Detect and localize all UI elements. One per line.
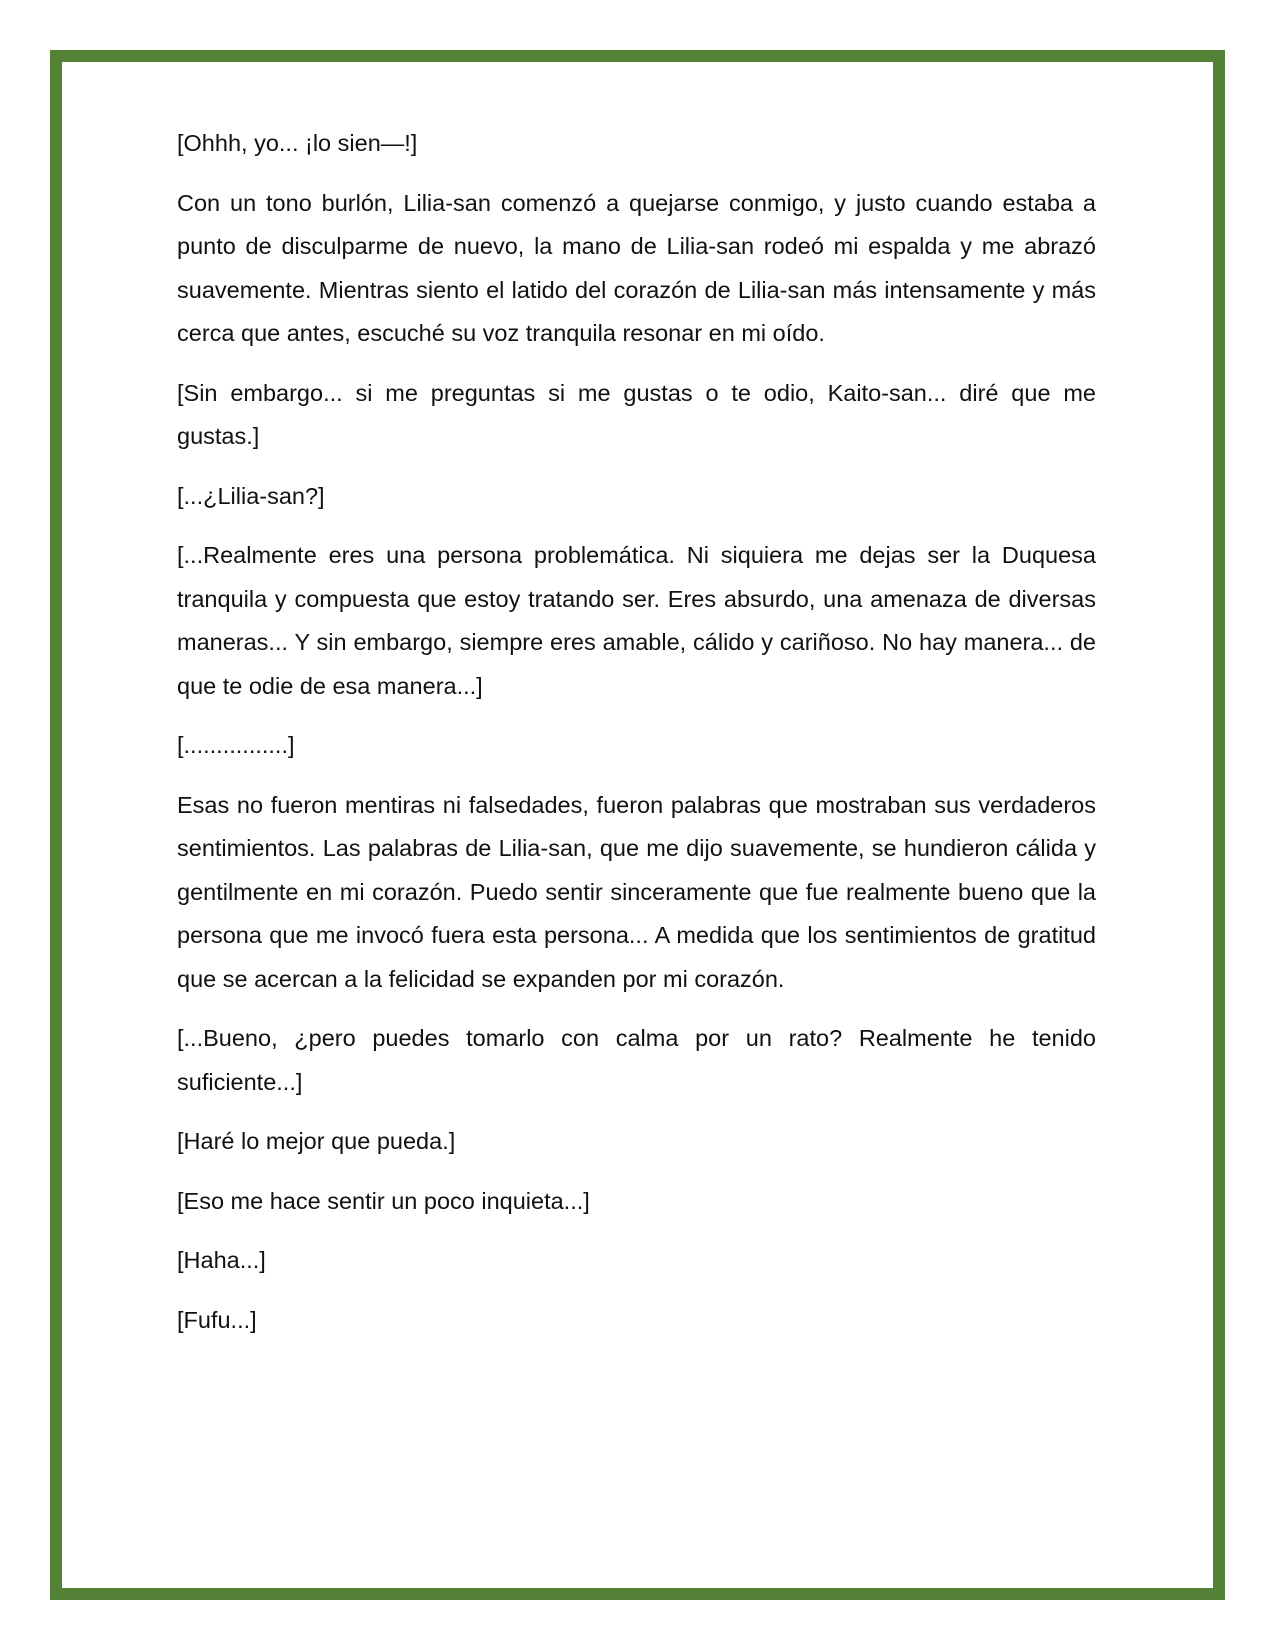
narration-paragraph: Con un tono burlón, Lilia-san comenzó a quejarse conmigo, y justo cuando estaba a punto de disculparme de nuevo, la mano de Lilia-san rodeó mi espalda y me abrazó suavemente. Mientras siento el latido del corazón de Lilia-san más intensamente y más cerca que antes, escuché su voz tranquila resonar en mi oído. bbox=[177, 189, 1096, 346]
narration-paragraph: Esas no fueron mentiras ni falsedades, fueron palabras que mostraban sus verdaderos sentimientos. Las palabras de Lilia-san, que me dijo suavemente, se hundieron cálida y gentilmente en mi corazón. Puedo sentir sinceramente que fue realmente bueno que la persona que me invocó fuera esta persona... A medida que los sentimientos de gratitud que se acercan a la felicidad se expanden por mi corazón. bbox=[177, 791, 1096, 992]
document-body bbox=[177, 122, 1096, 1358]
dialogue-line: [................] bbox=[177, 732, 295, 758]
dialogue-line: [...¿Lilia-san?] bbox=[177, 482, 325, 509]
dialogue-line: [Haré lo mejor que pueda.] bbox=[177, 1128, 456, 1154]
dialogue-line: [Haha...] bbox=[177, 1247, 266, 1273]
dialogue-line: [...Bueno, ¿pero puedes tomarlo con calma por un rato? Realmente he tenido suficiente...] bbox=[177, 1025, 1096, 1095]
dialogue-line: [...Realmente eres una persona problemática. Ni siquiera me dejas ser la Duquesa tranquila y compuesta que estoy tratando ser. Eres absurdo, una amenaza de diversas maneras... Y sin embargo, siempre eres amable, cálido y cariñoso. No hay manera... de que te odie de esa manera...] bbox=[177, 542, 1096, 699]
dialogue-line: [Sin embargo... si me preguntas si me gustas o te odio, Kaito-san... diré que me gustas.] bbox=[177, 379, 1096, 449]
dialogue-line: [Ohhh, yo... ¡lo sien—!] bbox=[177, 130, 418, 156]
dialogue-line: [Eso me hace sentir un poco inquieta...] bbox=[177, 1187, 590, 1214]
dialogue-line: [Fufu...] bbox=[177, 1306, 257, 1333]
